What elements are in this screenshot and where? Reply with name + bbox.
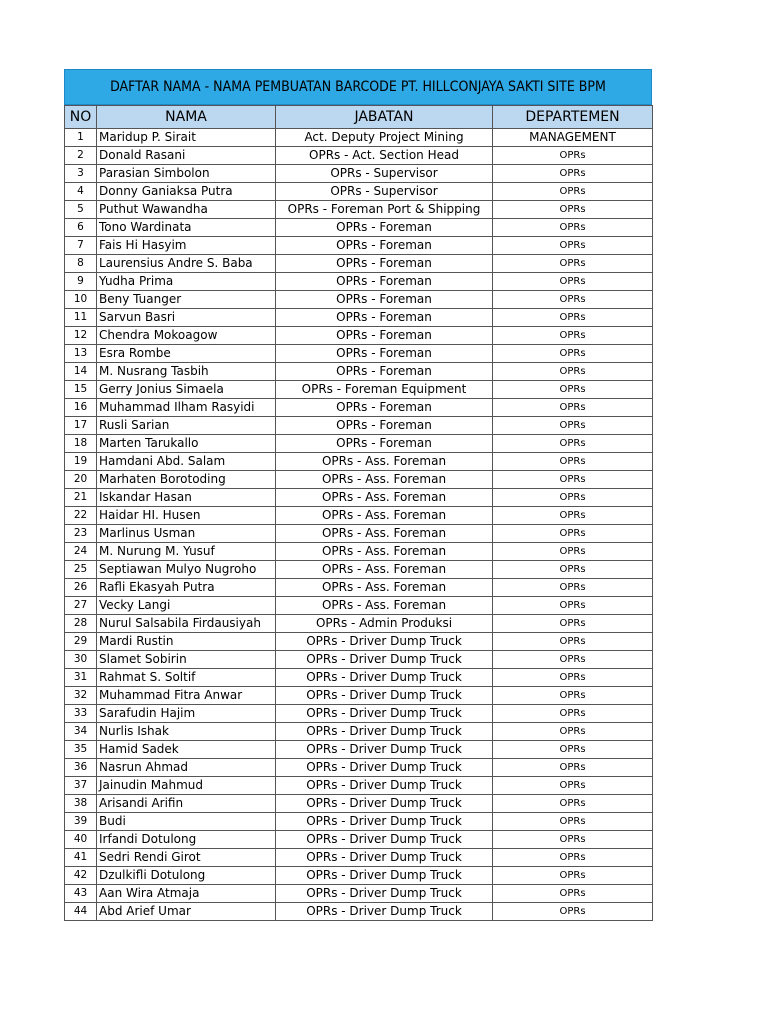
- cell-nama: Rahmat S. Soltif: [97, 669, 276, 687]
- cell-nama: Fais Hi Hasyim: [97, 237, 276, 255]
- cell-departemen: OPRs: [493, 813, 653, 831]
- table-row: [65, 309, 653, 327]
- cell-nama: Budi: [97, 813, 276, 831]
- cell-departemen: OPRs: [493, 417, 653, 435]
- cell-jabatan: OPRs - Driver Dump Truck: [276, 903, 493, 921]
- cell-jabatan: OPRs - Driver Dump Truck: [276, 777, 493, 795]
- cell-nama: Donny Ganiaksa Putra: [97, 183, 276, 201]
- cell-departemen: OPRs: [493, 183, 653, 201]
- cell-no: 12: [65, 327, 97, 345]
- cell-nama: Abd Arief Umar: [97, 903, 276, 921]
- cell-nama: Puthut Wawandha: [97, 201, 276, 219]
- cell-nama: Irfandi Dotulong: [97, 831, 276, 849]
- cell-no: 22: [65, 507, 97, 525]
- table-row: [65, 489, 653, 507]
- cell-nama: Arisandi Arifin: [97, 795, 276, 813]
- header-nama: NAMA: [97, 106, 276, 129]
- cell-no: 39: [65, 813, 97, 831]
- cell-departemen: OPRs: [493, 669, 653, 687]
- cell-nama: Marhaten Borotoding: [97, 471, 276, 489]
- cell-jabatan: OPRs - Supervisor: [276, 183, 493, 201]
- cell-no: 3: [65, 165, 97, 183]
- cell-no: 14: [65, 363, 97, 381]
- cell-jabatan: OPRs - Driver Dump Truck: [276, 831, 493, 849]
- table-row: [65, 687, 653, 705]
- cell-nama: Gerry Jonius Simaela: [97, 381, 276, 399]
- cell-departemen: OPRs: [493, 849, 653, 867]
- cell-nama: Sedri Rendi Girot: [97, 849, 276, 867]
- table-row: [65, 381, 653, 399]
- table-row: [65, 255, 653, 273]
- cell-nama: Yudha Prima: [97, 273, 276, 291]
- sheet-title: DAFTAR NAMA - NAMA PEMBUATAN BARCODE PT. HILLCONJAYA SAKTI SITE BPM: [64, 69, 652, 105]
- cell-nama: Sarafudin Hajim: [97, 705, 276, 723]
- cell-no: 36: [65, 759, 97, 777]
- cell-jabatan: OPRs - Ass. Foreman: [276, 597, 493, 615]
- cell-no: 7: [65, 237, 97, 255]
- cell-nama: Marten Tarukallo: [97, 435, 276, 453]
- cell-no: 41: [65, 849, 97, 867]
- cell-nama: Mardi Rustin: [97, 633, 276, 651]
- table-row: [65, 597, 653, 615]
- cell-no: 40: [65, 831, 97, 849]
- cell-jabatan: OPRs - Foreman: [276, 237, 493, 255]
- cell-jabatan: OPRs - Foreman: [276, 435, 493, 453]
- cell-jabatan: OPRs - Ass. Foreman: [276, 471, 493, 489]
- cell-nama: Septiawan Mulyo Nugroho: [97, 561, 276, 579]
- cell-jabatan: OPRs - Foreman: [276, 291, 493, 309]
- cell-jabatan: OPRs - Foreman Equipment: [276, 381, 493, 399]
- cell-no: 20: [65, 471, 97, 489]
- cell-nama: Vecky Langi: [97, 597, 276, 615]
- cell-nama: M. Nurung M. Yusuf: [97, 543, 276, 561]
- table-row: [65, 399, 653, 417]
- table-row: [65, 813, 653, 831]
- cell-departemen: OPRs: [493, 579, 653, 597]
- cell-jabatan: OPRs - Driver Dump Truck: [276, 813, 493, 831]
- cell-no: 10: [65, 291, 97, 309]
- cell-jabatan: OPRs - Supervisor: [276, 165, 493, 183]
- cell-nama: Slamet Sobirin: [97, 651, 276, 669]
- spreadsheet: [64, 69, 652, 921]
- table-row: [65, 525, 653, 543]
- cell-jabatan: OPRs - Driver Dump Truck: [276, 795, 493, 813]
- cell-nama: Laurensius Andre S. Baba: [97, 255, 276, 273]
- table-body: [65, 129, 653, 921]
- cell-nama: Aan Wira Atmaja: [97, 885, 276, 903]
- cell-departemen: OPRs: [493, 363, 653, 381]
- cell-no: 29: [65, 633, 97, 651]
- table-row: [65, 561, 653, 579]
- table-row: [65, 219, 653, 237]
- cell-jabatan: OPRs - Ass. Foreman: [276, 543, 493, 561]
- cell-jabatan: OPRs - Driver Dump Truck: [276, 885, 493, 903]
- table-row: [65, 183, 653, 201]
- cell-no: 24: [65, 543, 97, 561]
- table-row: [65, 453, 653, 471]
- table-row: [65, 777, 653, 795]
- cell-jabatan: OPRs - Driver Dump Truck: [276, 741, 493, 759]
- cell-nama: Chendra Mokoagow: [97, 327, 276, 345]
- cell-no: 8: [65, 255, 97, 273]
- cell-jabatan: OPRs - Ass. Foreman: [276, 525, 493, 543]
- cell-nama: Maridup P. Sirait: [97, 129, 276, 147]
- table-row: [65, 849, 653, 867]
- cell-jabatan: OPRs - Ass. Foreman: [276, 453, 493, 471]
- cell-departemen: OPRs: [493, 327, 653, 345]
- cell-no: 34: [65, 723, 97, 741]
- table-row: [65, 291, 653, 309]
- cell-jabatan: OPRs - Foreman: [276, 345, 493, 363]
- cell-nama: Rusli Sarian: [97, 417, 276, 435]
- cell-no: 32: [65, 687, 97, 705]
- cell-nama: Esra Rombe: [97, 345, 276, 363]
- cell-departemen: OPRs: [493, 525, 653, 543]
- table-row: [65, 201, 653, 219]
- cell-departemen: OPRs: [493, 165, 653, 183]
- cell-jabatan: OPRs - Foreman Port & Shipping: [276, 201, 493, 219]
- cell-departemen: OPRs: [493, 885, 653, 903]
- cell-departemen: OPRs: [493, 219, 653, 237]
- cell-jabatan: OPRs - Ass. Foreman: [276, 489, 493, 507]
- table-row: [65, 543, 653, 561]
- cell-departemen: OPRs: [493, 471, 653, 489]
- cell-nama: Iskandar Hasan: [97, 489, 276, 507]
- cell-departemen: OPRs: [493, 201, 653, 219]
- cell-no: 27: [65, 597, 97, 615]
- table-row: [65, 471, 653, 489]
- cell-departemen: OPRs: [493, 723, 653, 741]
- table-row: [65, 669, 653, 687]
- cell-departemen: OPRs: [493, 147, 653, 165]
- cell-no: 38: [65, 795, 97, 813]
- cell-no: 2: [65, 147, 97, 165]
- cell-jabatan: OPRs - Driver Dump Truck: [276, 759, 493, 777]
- cell-no: 21: [65, 489, 97, 507]
- table-row: [65, 417, 653, 435]
- cell-jabatan: OPRs - Driver Dump Truck: [276, 705, 493, 723]
- cell-departemen: OPRs: [493, 867, 653, 885]
- cell-jabatan: OPRs - Ass. Foreman: [276, 579, 493, 597]
- table-row: [65, 795, 653, 813]
- cell-jabatan: OPRs - Act. Section Head: [276, 147, 493, 165]
- table-row: [65, 435, 653, 453]
- cell-jabatan: OPRs - Driver Dump Truck: [276, 723, 493, 741]
- cell-jabatan: OPRs - Foreman: [276, 417, 493, 435]
- cell-no: 17: [65, 417, 97, 435]
- cell-departemen: OPRs: [493, 705, 653, 723]
- employee-table: [64, 105, 653, 921]
- table-row: [65, 705, 653, 723]
- cell-nama: Muhammad Ilham Rasyidi: [97, 399, 276, 417]
- cell-no: 35: [65, 741, 97, 759]
- table-row: [65, 651, 653, 669]
- cell-jabatan: OPRs - Foreman: [276, 309, 493, 327]
- cell-departemen: OPRs: [493, 831, 653, 849]
- table-row: [65, 327, 653, 345]
- cell-nama: Jainudin Mahmud: [97, 777, 276, 795]
- cell-no: 6: [65, 219, 97, 237]
- cell-departemen: OPRs: [493, 687, 653, 705]
- cell-nama: Tono Wardinata: [97, 219, 276, 237]
- cell-departemen: OPRs: [493, 561, 653, 579]
- cell-nama: Nurul Salsabila Firdausiyah: [97, 615, 276, 633]
- cell-no: 43: [65, 885, 97, 903]
- table-row: [65, 615, 653, 633]
- cell-no: 42: [65, 867, 97, 885]
- table-row: [65, 579, 653, 597]
- cell-nama: Hamid Sadek: [97, 741, 276, 759]
- table-row: [65, 165, 653, 183]
- cell-nama: Rafli Ekasyah Putra: [97, 579, 276, 597]
- header-row: [65, 106, 653, 129]
- cell-jabatan: OPRs - Foreman: [276, 273, 493, 291]
- cell-departemen: OPRs: [493, 435, 653, 453]
- cell-jabatan: OPRs - Driver Dump Truck: [276, 669, 493, 687]
- table-row: [65, 723, 653, 741]
- cell-departemen: OPRs: [493, 273, 653, 291]
- cell-departemen: OPRs: [493, 633, 653, 651]
- table-row: [65, 759, 653, 777]
- cell-departemen: OPRs: [493, 543, 653, 561]
- cell-departemen: OPRs: [493, 489, 653, 507]
- cell-no: 25: [65, 561, 97, 579]
- cell-departemen: MANAGEMENT: [493, 129, 653, 147]
- cell-departemen: OPRs: [493, 399, 653, 417]
- header-departemen: DEPARTEMEN: [493, 106, 653, 129]
- cell-departemen: OPRs: [493, 255, 653, 273]
- cell-jabatan: OPRs - Driver Dump Truck: [276, 849, 493, 867]
- cell-jabatan: OPRs - Admin Produksi: [276, 615, 493, 633]
- cell-nama: Beny Tuanger: [97, 291, 276, 309]
- cell-no: 28: [65, 615, 97, 633]
- cell-no: 18: [65, 435, 97, 453]
- table-row: [65, 867, 653, 885]
- cell-nama: Nasrun Ahmad: [97, 759, 276, 777]
- cell-jabatan: OPRs - Foreman: [276, 327, 493, 345]
- cell-departemen: OPRs: [493, 903, 653, 921]
- cell-departemen: OPRs: [493, 759, 653, 777]
- cell-no: 13: [65, 345, 97, 363]
- cell-departemen: OPRs: [493, 381, 653, 399]
- cell-jabatan: OPRs - Driver Dump Truck: [276, 651, 493, 669]
- cell-nama: Haidar HI. Husen: [97, 507, 276, 525]
- cell-jabatan: OPRs - Ass. Foreman: [276, 507, 493, 525]
- cell-departemen: OPRs: [493, 237, 653, 255]
- cell-no: 4: [65, 183, 97, 201]
- cell-nama: Sarvun Basri: [97, 309, 276, 327]
- cell-no: 30: [65, 651, 97, 669]
- cell-jabatan: Act. Deputy Project Mining: [276, 129, 493, 147]
- cell-no: 5: [65, 201, 97, 219]
- cell-no: 33: [65, 705, 97, 723]
- cell-no: 9: [65, 273, 97, 291]
- cell-no: 44: [65, 903, 97, 921]
- cell-jabatan: OPRs - Ass. Foreman: [276, 561, 493, 579]
- cell-jabatan: OPRs - Foreman: [276, 255, 493, 273]
- cell-no: 23: [65, 525, 97, 543]
- table-row: [65, 741, 653, 759]
- cell-nama: Donald Rasani: [97, 147, 276, 165]
- table-row: [65, 885, 653, 903]
- cell-no: 1: [65, 129, 97, 147]
- cell-departemen: OPRs: [493, 777, 653, 795]
- header-jabatan: JABATAN: [276, 106, 493, 129]
- cell-jabatan: OPRs - Foreman: [276, 363, 493, 381]
- cell-jabatan: OPRs - Foreman: [276, 219, 493, 237]
- cell-departemen: OPRs: [493, 795, 653, 813]
- cell-no: 26: [65, 579, 97, 597]
- table-row: [65, 903, 653, 921]
- cell-departemen: OPRs: [493, 507, 653, 525]
- cell-departemen: OPRs: [493, 741, 653, 759]
- cell-nama: Nurlis Ishak: [97, 723, 276, 741]
- cell-jabatan: OPRs - Driver Dump Truck: [276, 687, 493, 705]
- cell-departemen: OPRs: [493, 453, 653, 471]
- cell-departemen: OPRs: [493, 345, 653, 363]
- table-row: [65, 831, 653, 849]
- table-row: [65, 237, 653, 255]
- table-row: [65, 507, 653, 525]
- cell-nama: Muhammad Fitra Anwar: [97, 687, 276, 705]
- cell-nama: Marlinus Usman: [97, 525, 276, 543]
- cell-nama: Parasian Simbolon: [97, 165, 276, 183]
- cell-jabatan: OPRs - Driver Dump Truck: [276, 633, 493, 651]
- cell-jabatan: OPRs - Foreman: [276, 399, 493, 417]
- cell-no: 31: [65, 669, 97, 687]
- table-row: [65, 363, 653, 381]
- cell-no: 15: [65, 381, 97, 399]
- cell-no: 16: [65, 399, 97, 417]
- cell-no: 37: [65, 777, 97, 795]
- header-no: NO: [65, 106, 97, 129]
- table-row: [65, 345, 653, 363]
- cell-nama: M. Nusrang Tasbih: [97, 363, 276, 381]
- table-row: [65, 633, 653, 651]
- table-row: [65, 129, 653, 147]
- cell-departemen: OPRs: [493, 615, 653, 633]
- cell-departemen: OPRs: [493, 291, 653, 309]
- cell-nama: Hamdani Abd. Salam: [97, 453, 276, 471]
- cell-no: 11: [65, 309, 97, 327]
- cell-departemen: OPRs: [493, 597, 653, 615]
- cell-departemen: OPRs: [493, 651, 653, 669]
- cell-no: 19: [65, 453, 97, 471]
- cell-jabatan: OPRs - Driver Dump Truck: [276, 867, 493, 885]
- table-row: [65, 147, 653, 165]
- table-row: [65, 273, 653, 291]
- cell-nama: Dzulkifli Dotulong: [97, 867, 276, 885]
- cell-departemen: OPRs: [493, 309, 653, 327]
